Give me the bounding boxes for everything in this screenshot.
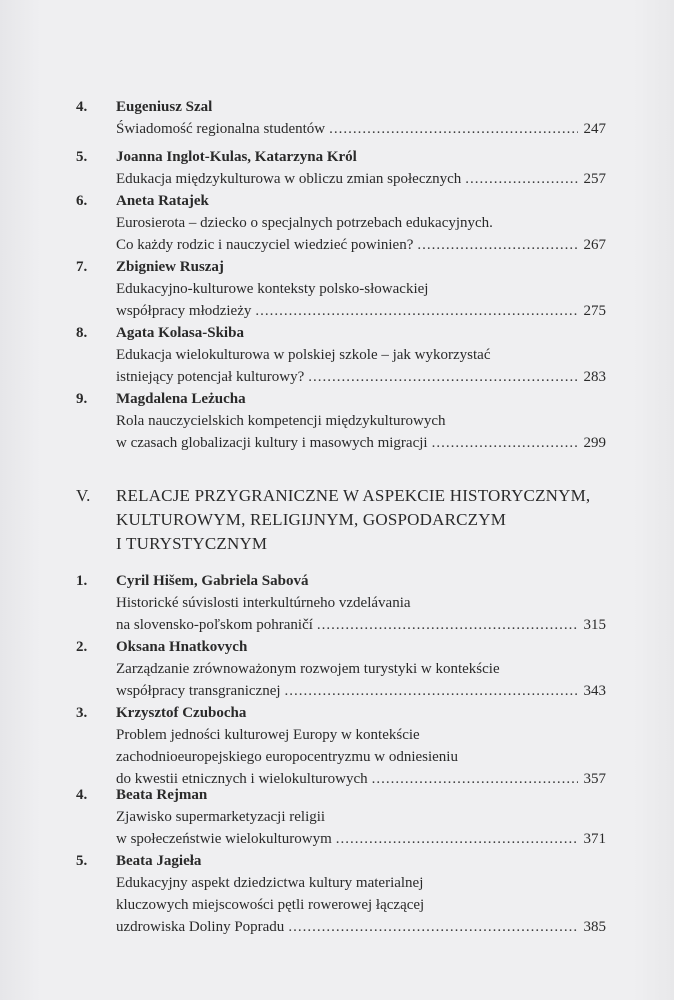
entry-author: Oksana Hnatkovych xyxy=(116,639,248,655)
entry-title-line: zachodnioeuropejskiego europocentryzmu w odniesieniu xyxy=(116,749,458,765)
page-number: 385 xyxy=(583,919,606,935)
dot-leader xyxy=(317,614,578,636)
entry-title-line xyxy=(116,680,606,702)
entry-title-line: Problem jedności kulturowej Europy w kontekście xyxy=(116,727,420,743)
section-title xyxy=(116,484,616,556)
entry-body xyxy=(116,96,606,140)
entry-author: Aneta Ratajek xyxy=(116,193,209,209)
entry-number: 3. xyxy=(76,705,88,721)
dot-leader xyxy=(285,680,578,702)
entry-body xyxy=(116,784,606,850)
entry-title-line: Edukacja wielokulturowa w polskiej szkole – jak wykorzystać xyxy=(116,347,491,363)
page-number: 275 xyxy=(583,303,606,319)
entry-number: 8. xyxy=(76,325,88,341)
entry-author: Eugeniusz Szal xyxy=(116,99,213,115)
page-number: 357 xyxy=(583,771,606,787)
entry-title: współpracy transgranicznej xyxy=(116,683,281,699)
entry-number: 5. xyxy=(76,853,88,869)
entry-body xyxy=(116,636,606,702)
entry-body xyxy=(116,702,606,790)
page-number: 315 xyxy=(583,617,606,633)
entry-author: Beata Jagieła xyxy=(116,853,202,869)
page-number: 257 xyxy=(583,171,606,187)
entry-title: istniejący potencjał kulturowy? xyxy=(116,369,305,385)
page-number: 283 xyxy=(583,369,606,385)
entry-title-line xyxy=(116,366,606,388)
entry-title-line: Edukacyjny aspekt dziedzictwa kultury materialnej xyxy=(116,875,424,891)
entry-number: 4. xyxy=(76,99,88,115)
entry-body xyxy=(116,388,606,454)
entry-number: 1. xyxy=(76,573,88,589)
dot-leader xyxy=(329,118,578,140)
section-number: V. xyxy=(76,486,91,505)
dot-leader xyxy=(288,916,578,938)
entry-body xyxy=(116,322,606,388)
page-number: 299 xyxy=(583,435,606,451)
entry-author: Zbigniew Ruszaj xyxy=(116,259,224,275)
entry-title: uzdrowiska Doliny Popradu xyxy=(116,919,285,935)
entry-author: Krzysztof Czubocha xyxy=(116,705,247,721)
entry-number: 9. xyxy=(76,391,88,407)
entry-body xyxy=(116,256,606,322)
entry-title: do kwestii etnicznych i wielokulturowych xyxy=(116,771,368,787)
entry-body xyxy=(116,850,606,938)
entry-author: Cyril Hišem, Gabriela Sabová xyxy=(116,573,309,589)
entry-title-line: kluczowych miejscowości pętli rowerowej łączącej xyxy=(116,897,425,913)
page-number: 343 xyxy=(583,683,606,699)
entry-title-line xyxy=(116,432,606,454)
entry-author: Agata Kolasa-Skiba xyxy=(116,325,244,341)
entry-body xyxy=(116,190,606,256)
entry-title: w społeczeństwie wielokulturowym xyxy=(116,831,332,847)
entry-author: Magdalena Leżucha xyxy=(116,391,246,407)
section-title-line: I TURYSTYCZNYM xyxy=(116,534,268,553)
entry-title-line: Rola nauczycielskich kompetencji międzykulturowych xyxy=(116,413,446,429)
page-number: 267 xyxy=(583,237,606,253)
entry-title-line xyxy=(116,916,606,938)
entry-title-line xyxy=(116,234,606,256)
entry-title-line xyxy=(116,614,606,636)
entry-number: 7. xyxy=(76,259,88,275)
page-number: 371 xyxy=(583,831,606,847)
entry-author: Beata Rejman xyxy=(116,787,208,803)
dot-leader xyxy=(336,828,578,850)
section-title-line: KULTUROWYM, RELIGIJNYM, GOSPODARCZYM xyxy=(116,510,507,529)
dot-leader xyxy=(417,234,578,256)
entry-title-line: Eurosierota – dziecko o specjalnych potrzebach edukacyjnych. xyxy=(116,215,493,231)
entry-title: współpracy młodzieży xyxy=(116,303,252,319)
entry-title-line xyxy=(116,300,606,322)
entry-body xyxy=(116,146,606,190)
page-number: 247 xyxy=(583,121,606,137)
entry-title: Co każdy rodzic i nauczyciel wiedzieć powinien? xyxy=(116,237,414,253)
section-title-line: RELACJE PRZYGRANICZNE W ASPEKCIE HISTORYCZNYM, xyxy=(116,486,591,505)
entry-title-line: Edukacyjno-kulturowe konteksty polsko-słowackiej xyxy=(116,281,429,297)
entry-title-line: Historické súvislosti interkultúrneho vzdelávania xyxy=(116,595,411,611)
dot-leader xyxy=(432,432,578,454)
entry-title-line: Zjawisko supermarketyzacji religii xyxy=(116,809,326,825)
entry-title: Świadomość regionalna studentów xyxy=(116,121,326,137)
entry-title: Edukacja międzykulturowa w obliczu zmian społecznych xyxy=(116,171,462,187)
entry-number: 4. xyxy=(76,787,88,803)
entry-title-line: Zarządzanie zrównoważonym rozwojem turystyki w kontekście xyxy=(116,661,500,677)
dot-leader xyxy=(255,300,578,322)
entry-number: 2. xyxy=(76,639,88,655)
entry-author: Joanna Inglot-Kulas, Katarzyna Król xyxy=(116,149,357,165)
entry-title-line xyxy=(116,168,606,190)
entry-body xyxy=(116,570,606,636)
entry-title: na slovensko-poľskom pohraničí xyxy=(116,617,313,633)
dot-leader xyxy=(465,168,578,190)
entry-title-line xyxy=(116,828,606,850)
dot-leader xyxy=(308,366,578,388)
entry-title-line xyxy=(116,118,606,140)
entry-title: w czasach globalizacji kultury i masowych migracji xyxy=(116,435,428,451)
entry-number: 5. xyxy=(76,149,88,165)
entry-number: 6. xyxy=(76,193,88,209)
